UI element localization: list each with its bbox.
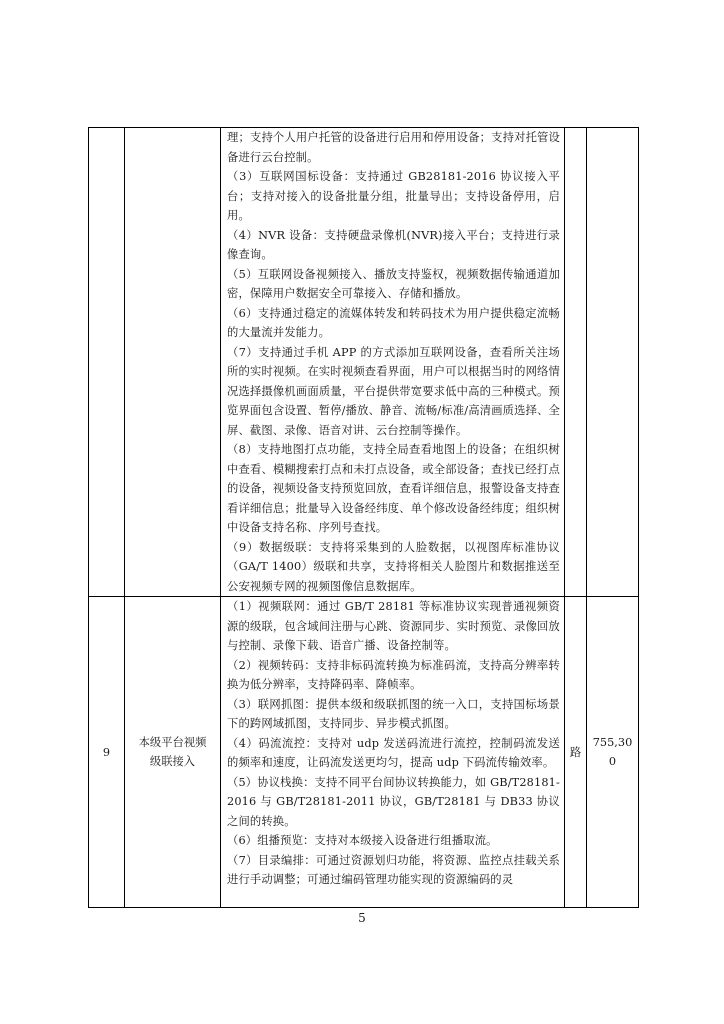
item-number-cell: 9 xyxy=(89,597,125,908)
item-description-cell xyxy=(221,128,565,597)
item-name-cell xyxy=(125,128,221,597)
description-paragraph: 理；支持个人用户托管的设备进行启用和停用设备；支持对托管设备进行云台控制。 xyxy=(227,131,560,164)
table-row xyxy=(89,128,639,597)
item-description-cell xyxy=(221,597,565,908)
item-unit-cell xyxy=(565,128,587,597)
description-paragraph: （6）支持通过稳定的流媒体转发和转码技术为用户提供稳定流畅的大量流并发能力。 xyxy=(227,306,560,339)
table-row xyxy=(89,597,639,908)
description-paragraph: （2）视频转码：支持非标码流转换为标准码流，支持高分辨率转换为低分辨率，支持降码率、降帧率。 xyxy=(227,658,560,691)
page-number: 5 xyxy=(358,911,366,925)
description-paragraph: （3）联网抓图：提供本级和级联抓图的统一入口，支持国标场景下的跨网域抓图，支持同步、异步模式抓图。 xyxy=(227,697,560,730)
item-unit-cell: 路 xyxy=(565,597,587,908)
procurement-table xyxy=(88,127,639,908)
item-price-cell: 755,300 xyxy=(587,597,639,908)
description-paragraph: （5）互联网设备视频接入、播放支持鉴权，视频数据传输通道加密，保障用户数据安全可靠接入、存储和播放。 xyxy=(227,267,560,300)
item-name-cell: 本级平台视频级联接入 xyxy=(125,597,221,908)
item-price-cell xyxy=(587,128,639,597)
description-paragraph: （4）NVR 设备：支持硬盘录像机(NVR)接入平台；支持进行录像查询。 xyxy=(227,228,560,261)
description-paragraph: （3）互联网国标设备：支持通过 GB28181-2016 协议接入平台；支持对接入的设备批量分组，批量导出；支持设备停用，启用。 xyxy=(227,170,560,222)
description-paragraph: （6）组播预览：支持对本级接入设备进行组播取流。 xyxy=(227,834,498,847)
description-paragraph: （7）目录编排：可通过资源划归功能，将资源、监控点挂载关系进行手动调整；可通过编码管理功能实现的资源编码的灵 xyxy=(227,853,560,886)
description-paragraph: （1）视频联网：通过 GB/T 28181 等标准协议实现普通视频资源的级联，包含域间注册与心跳、资源同步、实时预览、录像回放与控制、录像下载、语音广播、设备控制等。 xyxy=(227,600,560,652)
description-paragraph: （8）支持地图打点功能，支持全局查看地图上的设备；在组织树中查看、模糊搜索打点和未打点设备，或全部设备；查找已经打点的设备，视频设备支持预览回放，查看详细信息，报警设备支持查看详细信息；批量导入设备经纬度、单个修改设备经纬度；组织树中设备支持名称、序列号查找。 xyxy=(227,443,560,534)
item-number-cell xyxy=(89,128,125,597)
description-paragraph: （7）支持通过手机 APP 的方式添加互联网设备，查看所关注场所的实时视频。在实时视频查看界面，用户可以根据当时的网络情况选择摄像机画面质量，平台提供带宽要求低中高的三种模式。预览界面包含设置、暂停/播放、静音、流畅/标准/高清画质选择、全屏、截图、录像、语音对讲、云台控制等操作。 xyxy=(227,345,560,437)
description-paragraph: （4）码流流控：支持对 udp 发送码流进行流控，控制码流发送的频率和速度，让码流发送更均匀，提高 udp 下码流传输效率。 xyxy=(227,736,560,769)
description-paragraph: （5）协议栈换：支持不同平台间协议转换能力，如 GB/T28181-2016 与 GB/T28181-2011 协议，GB/T28181 与 DB33 协议之间的转换。 xyxy=(227,775,560,828)
description-paragraph: （9）数据级联：支持将采集到的人脸数据，以视图库标准协议（GA/T 1400）级联和共享，支持将相关人脸图片和数据推送至公安视频专网的视频图像信息数据库。 xyxy=(227,540,560,593)
